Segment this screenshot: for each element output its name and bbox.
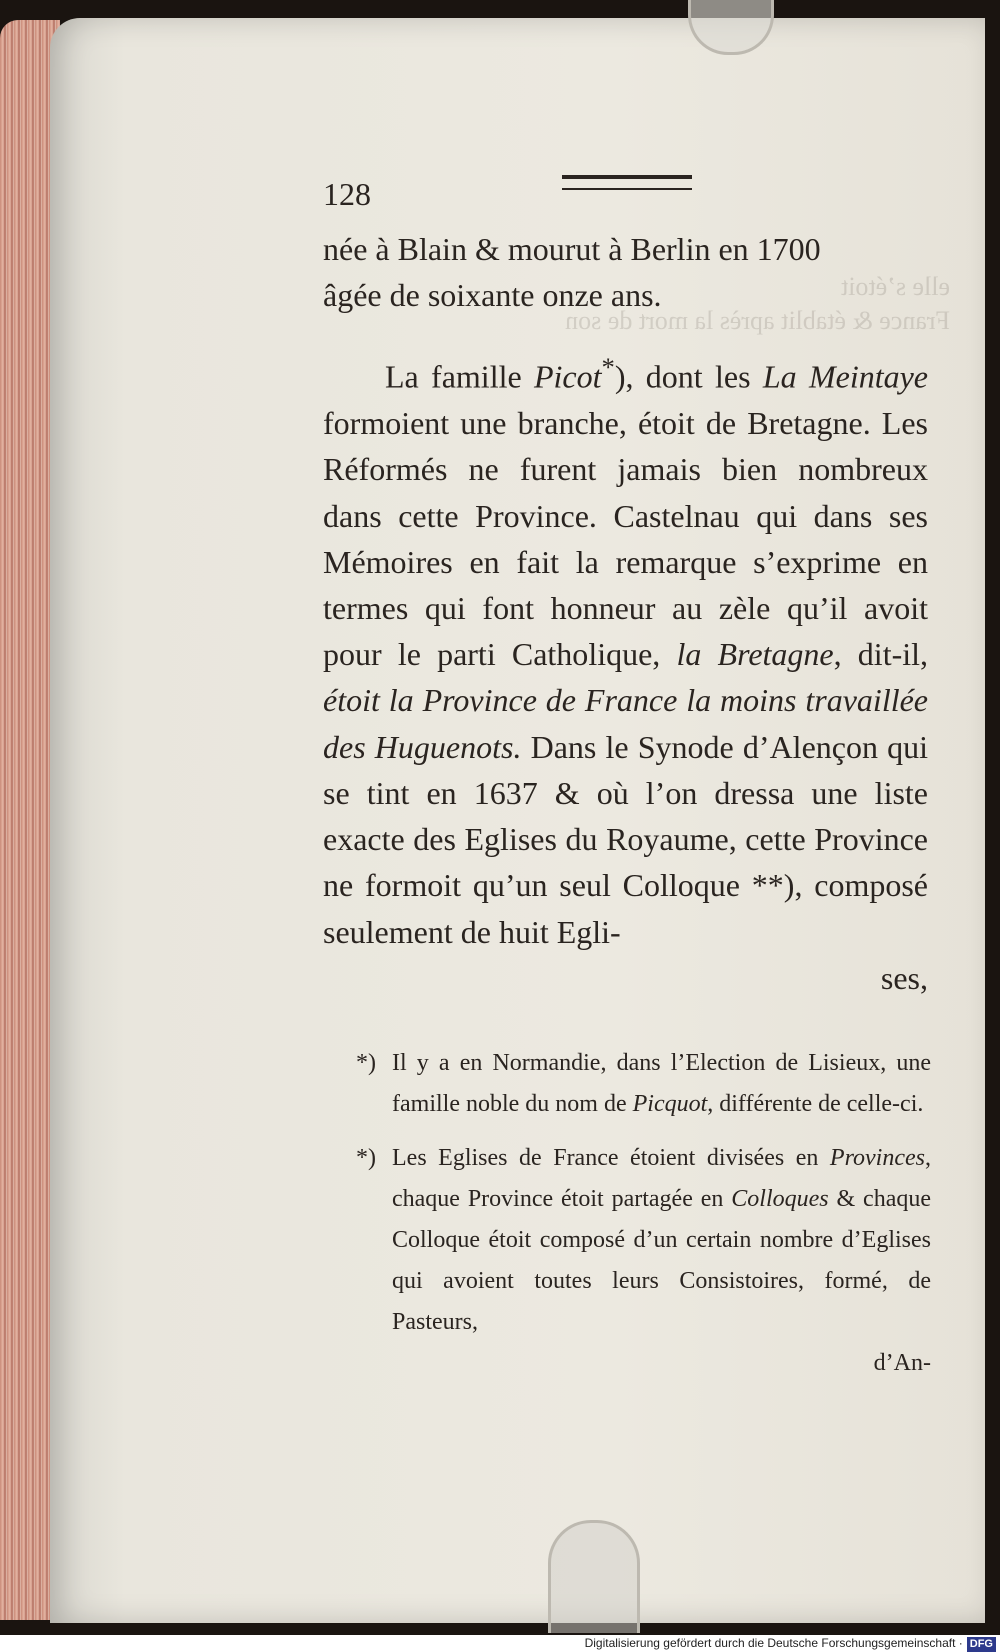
p1-line-1: née à Blain & mourut à Berlin en 1700 xyxy=(323,231,821,267)
footnote-1 xyxy=(356,1043,931,1125)
footnote-2 xyxy=(356,1138,931,1343)
footnote-2-provinces: Provinces xyxy=(829,1145,925,1171)
paragraph-2-last-word: ses, xyxy=(880,959,928,996)
p2-text-c: formoient une branche, étoit de Bretagne. Les Réformés ne furent jamais bien nombreux dans cette Province. Castelnau qui dans ses Mémoires en fait la remarque s’exprime en termes qui font honneur au zèle qu’il avoit pour le parti Catholique, xyxy=(323,405,928,673)
bleed-line-1: elle s’étoit xyxy=(840,272,950,301)
main-text xyxy=(323,226,928,1001)
page-number: 128 xyxy=(323,176,371,212)
dfg-logo: DFG xyxy=(967,1637,996,1652)
footnote-ref-1: * xyxy=(601,352,615,383)
footnote-2-text-c: & chaque Colloque étoit composé d’un certain nombre d’Eglises qui avoient toutes leurs Consistoires, formé, de Pasteurs, xyxy=(392,1186,931,1335)
footnotes xyxy=(356,1043,931,1384)
p2-text-b: ), dont les xyxy=(614,359,763,396)
footnote-1-picquot: Picquot xyxy=(632,1091,708,1117)
footnote-1-text-b: , différente de celle-ci. xyxy=(707,1091,924,1117)
page-clip-bottom xyxy=(548,1520,640,1633)
p2-picot: Picot xyxy=(533,359,602,396)
footer-credit: Digitalisierung gefördert durch die Deutsche Forschungsgemeinschaft · xyxy=(584,1636,963,1650)
p2-text-d: , dit-il, xyxy=(833,636,929,673)
footnote-2-text-a: Les Eglises de France étoient divisées en xyxy=(392,1145,830,1171)
p2-la-meintaye: La Meintaye xyxy=(762,359,929,396)
p2-quote: étoit la Province de France la moins travaillée des Huguenots. xyxy=(323,682,928,765)
header-rule xyxy=(562,175,692,190)
p2-la-bretagne: la Bretagne xyxy=(676,636,834,673)
paragraph-1 xyxy=(323,226,928,318)
paragraph-2 xyxy=(323,344,928,954)
p2-text-a: La famille xyxy=(385,359,534,396)
bleed-line-2: France & établit après la mort de son xyxy=(565,306,950,335)
footnote-2-mark: *) xyxy=(356,1145,376,1171)
digitization-footer xyxy=(0,1635,1000,1652)
footnote-2-colloques: Colloques xyxy=(731,1186,829,1212)
catchword: d’An- xyxy=(873,1350,931,1376)
footnote-1-mark: *) xyxy=(356,1050,376,1076)
footnote-1-text-a: Il y a en Normandie, dans l’Election de Lisieux, une famille noble du nom de xyxy=(392,1050,931,1117)
p2-text-e: Dans le Synode d’Alençon qui se tint en 1637 & où l’on dressa une liste exacte des Eglises du Royaume, cette Province ne formoit qu’un seul Colloque **), composé seulement de huit Egli- xyxy=(323,728,929,950)
p1-line-2: âgée de soixante onze ans. xyxy=(323,277,662,314)
footnote-2-text-b: , chaque Province étoit partagée en xyxy=(392,1145,931,1212)
